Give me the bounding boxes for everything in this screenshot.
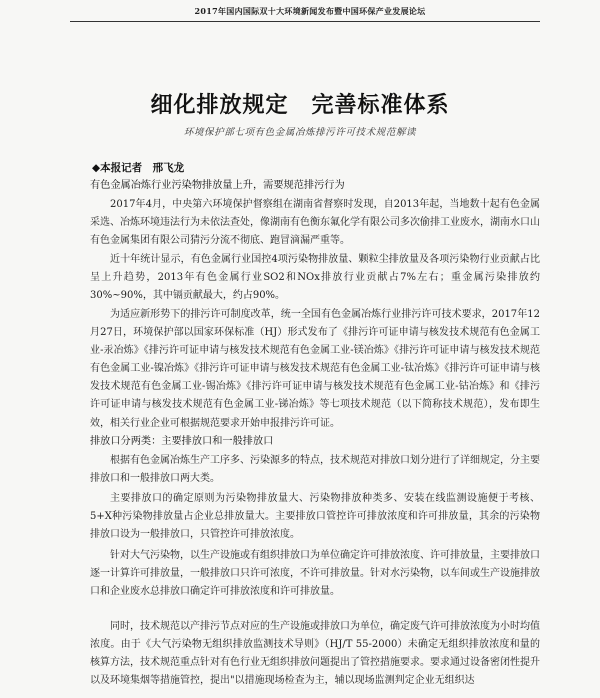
paragraph-5: 主要排放口的确定原则为污染物排放量大、污染物排放种类多、安装在线监测设施便于考核、5+X种污染物排放量占企业总排放量大。主要排放口管控许可排放浓度和许可排放量，其余的污染物排放口设为一般排放口，只管控许可排放浓度。 xyxy=(90,493,540,541)
paragraph-7: 同时，技术规范以产排污节点对应的生产设施或排放口为单位，确定废气许可排放浓度为小时均值浓度。由于《大气污染物无组织排放监测技术导则》（HJ/T 55-2000）未确定无组织排放浓度和量的核算方法，技术规范重点针对有色行业无组织排放问题提出了管控措施要求。要求通过设备密闭性提升以及环境集烟等措施管控，提出"以措施现场检查为主，辅以现场监测判定企业无组织达 xyxy=(90,621,540,687)
paragraph-3: 为适应新形势下的排污许可制度改革，统一全国有色金属冶炼行业排污许可技术要求，2017年12月27日，环境保护部以国家环保标准（HJ）形式发布了《排污许可证申请与核发技术规范有色金属工业-汞冶炼》《排污许可证申请与核发技术规范有色金属工业-镁冶炼》《排污许可证申请与核发技术规范有色金属工业-镍冶炼》《排污许可证申请与核发技术规范有色金属工业-钛冶炼》《排污许可证申请与核发技术规范有色金属工业-锡冶炼》《排污许可证申请与核发技术规范有色金属工业-钴冶炼》和《排污许可证申请与核发技术规范有色金属工业-锑冶炼》等七项技术规范（以下简称技术规范），发布即生效，相关行业企业可根据规范要求开始申报排污许可证。 xyxy=(90,309,540,429)
article-subtitle: 环境保护部七项有色金属冶炼排污许可技术规范解读 xyxy=(183,127,417,138)
paragraph-6: 针对大气污染物，以生产设施或有组织排放口为单位确定许可排放浓度、许可排放量，主要排放口逐一计算许可排放量，一般排放口只许可浓度，不许可排放量。针对水污染物，以车间或生产设施排放口和企业废水总排放口确定许可排放浓度和许可排放量。 xyxy=(90,550,540,598)
paragraph-4: 根据有色金属冶炼生产工序多、污染源多的特点，技术规范对排放口划分进行了详细规定，分主要排放口和一般排放口两大类。 xyxy=(90,455,540,485)
paragraph-1: 2017年4月，中央第六环境保护督察组在湖南省督察时发现，自2013年起，当地数十起有色金属采选、冶炼环境违法行为未依法查处，像湖南有色衡东氟化学有限公司多次偷排工业废水，湖南水口山有色金属集团有限公司猜污分流不彻底、跑冒滴漏严重等。 xyxy=(90,199,540,247)
section-heading-2: 排放口分两类：主要排放口和一般排放口 xyxy=(90,436,274,447)
section-heading-1: 有色金属冶炼行业污染物排放量上升，需要规范排污行为 xyxy=(90,180,345,191)
article-title: 细化排放规定 完善标准体系 xyxy=(150,93,450,118)
byline: ◆本报记者 邢飞龙 xyxy=(92,162,185,174)
paragraph-2: 近十年统计显示，有色金属行业国控4项污染物排放量、颗粒尘排放量及各项污染物行业贡献占比呈上升趋势，2013年有色金属行业SO2和NOx排放行业贡献占7%左右；重金属污染排放约30%~90%，其中镉贡献最大，约占90%。 xyxy=(90,254,540,302)
running-header: 2017年国内国际双十大环境新闻发布暨中国环保产业发展论坛 xyxy=(194,6,426,16)
header-rule xyxy=(70,21,540,22)
